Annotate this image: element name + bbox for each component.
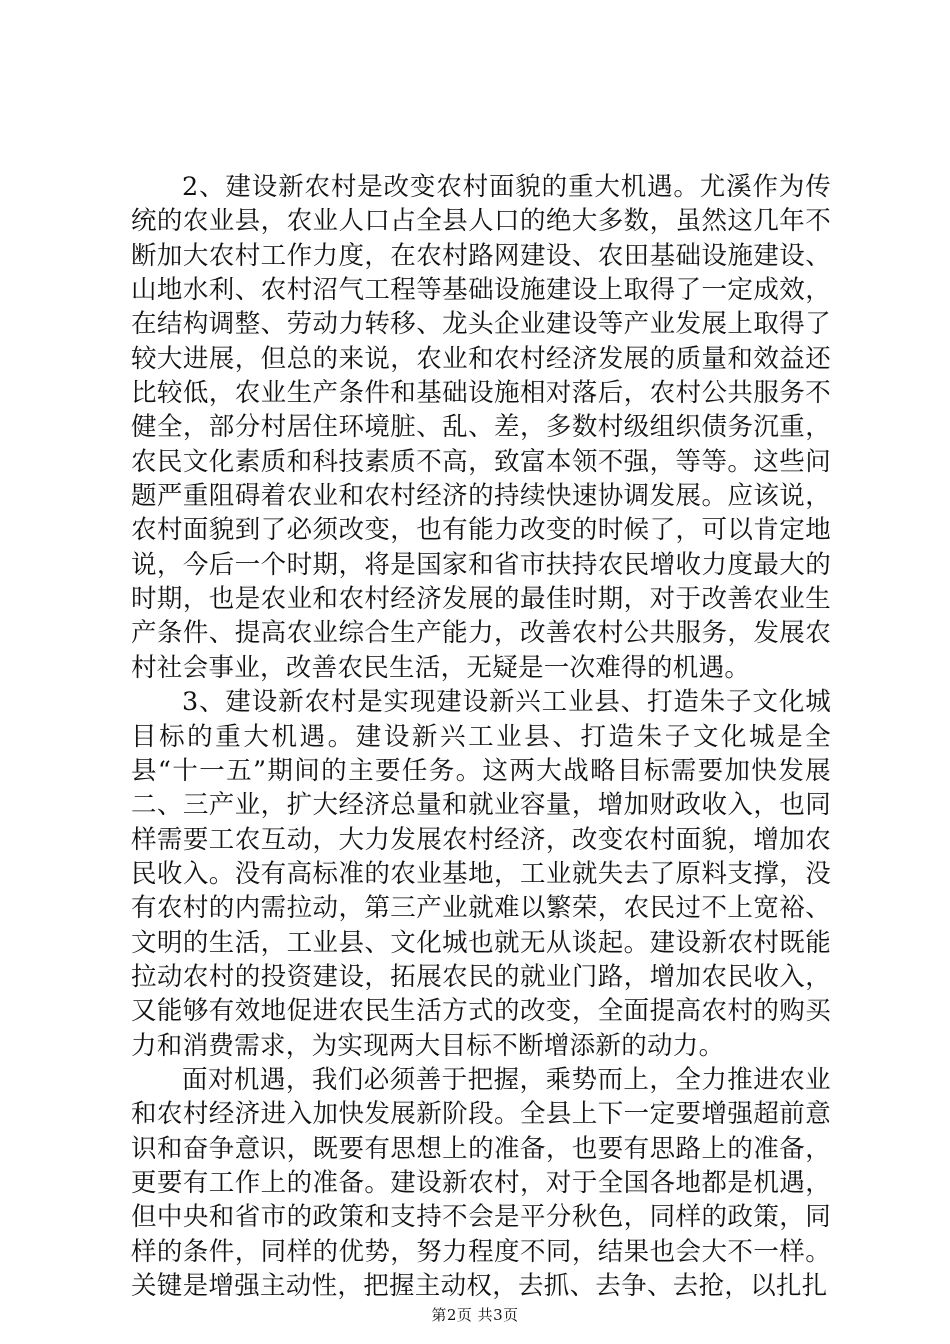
paragraph-2: 2、建设新农村是改变农村面貌的重大机遇。尤溪作为传统的农业县，农业人口占全县人口的绝大多数，虽然这几年不断加大农村工作力度，在农村路网建设、农田基础设施建设、山地水利、农村沼气工程等基础设施建设上取得了一定成效，在结构调整、劳动力转移、龙头企业建设等产业发展上取得了较大进展，但总的来说，农业和农村经济发展的质量和效益还比较低，农业生产条件和基础设施相对落后，农村公共服务不健全，部分村居住环境脏、乱、差，多数村级组织债务沉重，农民文化素质和科技素质不高，致富本领不强，等等。这些问题严重阻碍着农业和农村经济的持续快速协调发展。应该说，农村面貌到了必须改变，也有能力改变的时候了，可以肯定地说，今后一个时期，将是国家和省市扶持农民增收力度最大的时期，也是农业和农村经济发展的最佳时期，对于改善农业生产条件、提高农业综合生产能力，改善农村公共服务，发展农村社会事业，改善农民生活，无疑是一次难得的机遇。 <box>131 172 831 683</box>
paragraph-seize-opportunity: 面对机遇，我们必须善于把握，乘势而上，全力推进农业和农村经济进入加快发展新阶段。全县上下一定要增强超前意识和奋争意识，既要有思想上的准备，也要有思路上的准备，更要有工作上的准备。建设新农村，对于全国各地都是机遇，但中央和省市的政策和支持不会是平分秋色，同样的政策，同样的条件，同样的优势，努力程度不同，结果也会大不一样。关键是增强主动性，把握主动权，去抓、去争、去抢，以扎扎 <box>131 1064 831 1301</box>
body-text <box>131 170 831 1303</box>
paragraph-3: 3、建设新农村是实现建设新兴工业县、打造朱子文化城目标的重大机遇。建设新兴工业县、打造朱子文化城是全县“十一五”期间的主要任务。这两大战略目标需要加快发展二、三产业，扩大经济总量和就业容量，增加财政收入，也同样需要工农互动，大力发展农村经济，改变农村面貌，增加农民收入。没有高标准的农业基地，工业就失去了原料支撑，没有农村的内需拉动，第三产业就难以繁荣，农民过不上宽裕、文明的生活，工业县、文化城也就无从谈起。建设新农村既能拉动农村的投资建设，拓展农民的就业门路，增加农民收入，又能够有效地促进农民生活方式的改变，全面提高农村的购买力和消费需求，为实现两大目标不断增添新的动力。 <box>131 687 831 1061</box>
page-number: 第2页 共3页 <box>431 1306 519 1324</box>
